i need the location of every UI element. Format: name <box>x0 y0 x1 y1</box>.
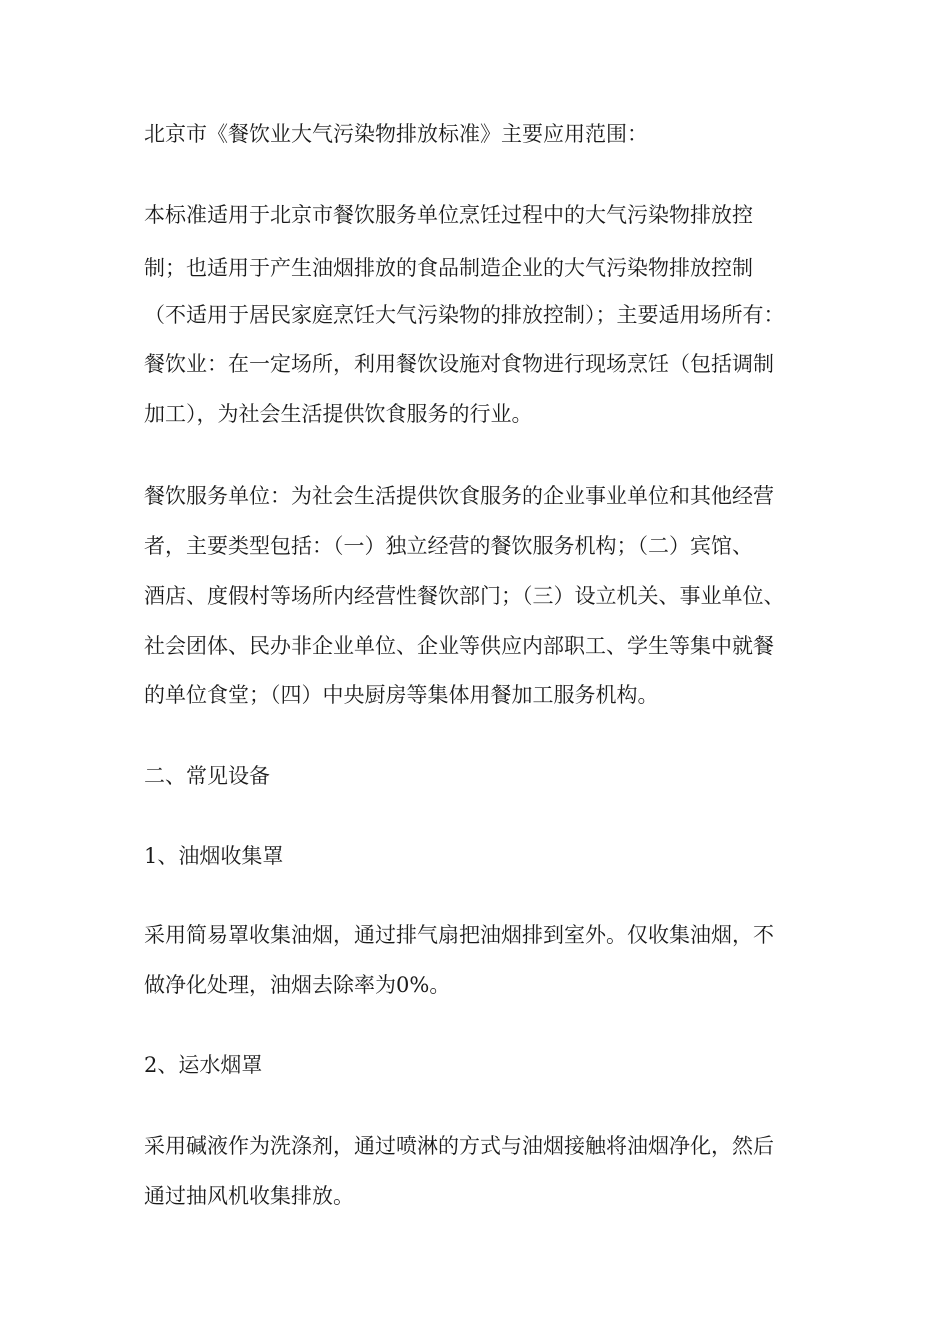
paragraph-line: 通过抽风机收集排放。 <box>144 1184 354 1208</box>
paragraph-line: 社会团体、民办非企业单位、企业等供应内部职工、学生等集中就餐 <box>144 634 774 658</box>
paragraph-line: 的单位食堂；（四）中央厨房等集体用餐加工服务机构。 <box>144 683 659 707</box>
scope-heading: 北京市《餐饮业大气污染物排放标准》主要应用范围： <box>144 122 648 146</box>
paragraph-line: 做净化处理，油烟去除率为0%。 <box>144 973 451 997</box>
paragraph-line: 本标准适用于北京市餐饮服务单位烹饪过程中的大气污染物排放控 <box>144 203 753 227</box>
subsection-heading: 2、运水烟罩 <box>144 1053 263 1077</box>
paragraph-line: 餐饮服务单位：为社会生活提供饮食服务的企业事业单位和其他经营 <box>144 484 774 508</box>
section-heading: 二、常见设备 <box>144 764 270 788</box>
subsection-heading: 1、油烟收集罩 <box>144 844 284 868</box>
paragraph-line: 采用碱液作为洗涤剂，通过喷淋的方式与油烟接触将油烟净化，然后 <box>144 1134 774 1158</box>
paragraph-line: （不适用于居民家庭烹饪大气污染物的排放控制）；主要适用场所有： <box>144 303 785 327</box>
paragraph-line: 加工），为社会生活提供饮食服务的行业。 <box>144 402 533 426</box>
paragraph-line: 酒店、度假村等场所内经营性餐饮部门；（三）设立机关、事业单位、 <box>144 584 785 608</box>
paragraph-line: 采用简易罩收集油烟，通过排气扇把油烟排到室外。仅收集油烟，不 <box>144 923 774 947</box>
paragraph-line: 餐饮业：在一定场所，利用餐饮设施对食物进行现场烹饪（包括调制 <box>144 352 774 376</box>
paragraph-line: 者，主要类型包括：（一）独立经营的餐饮服务机构；（二）宾馆、 <box>144 534 753 558</box>
paragraph-line: 制；也适用于产生油烟排放的食品制造企业的大气污染物排放控制 <box>144 256 753 280</box>
